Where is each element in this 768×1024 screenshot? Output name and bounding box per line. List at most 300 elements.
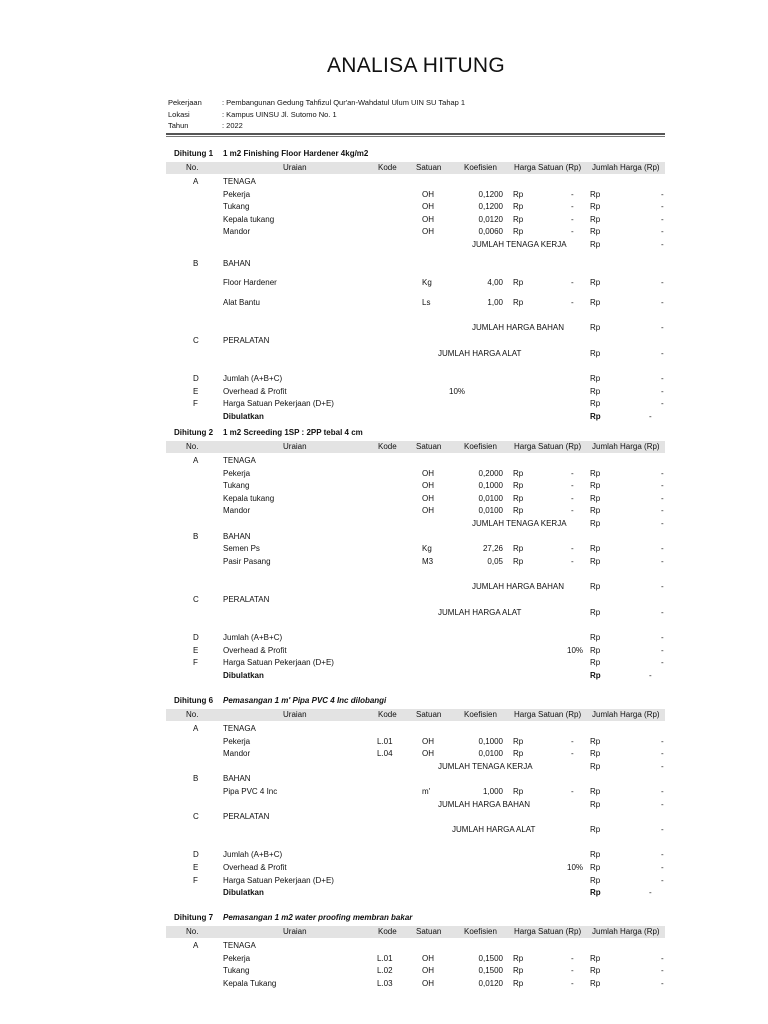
row-uraian: TENAGA	[223, 724, 256, 733]
header-harga-satuan: Harga Satuan (Rp)	[514, 442, 582, 451]
row-uraian: Mandor	[223, 749, 251, 759]
table-header	[166, 926, 665, 938]
row-harga-rp: Rp	[513, 481, 524, 491]
row-harga-rp: Rp	[513, 227, 524, 237]
row-jumlah-value: -	[661, 189, 664, 199]
row-letter: A	[193, 941, 199, 950]
header-uraian: Uraian	[283, 442, 307, 451]
row-kode: L.04	[377, 749, 393, 759]
row-harga-value: -	[571, 544, 574, 554]
row-letter: D	[193, 850, 199, 860]
table-row	[166, 875, 665, 887]
row-total-label: JUMLAH TENAGA KERJA	[472, 240, 567, 249]
row-koefisien: 0,0100	[478, 749, 503, 759]
table-row	[166, 632, 665, 644]
row-harga-rp: Rp	[513, 493, 524, 503]
header-no: No.	[186, 163, 199, 172]
row-harga-rp: Rp	[513, 966, 524, 976]
table-row	[166, 799, 665, 811]
table-row	[166, 594, 665, 606]
row-jumlah-value: -	[661, 323, 664, 333]
row-satuan: OH	[422, 506, 434, 516]
table-row	[166, 176, 665, 188]
row-harga-rp: Rp	[513, 953, 524, 963]
row-satuan: OH	[422, 227, 434, 237]
row-jumlah-rp: Rp	[590, 671, 601, 680]
row-jumlah-rp: Rp	[590, 214, 601, 224]
table-row	[166, 455, 665, 467]
row-jumlah-rp: Rp	[590, 189, 601, 199]
row-uraian: BAHAN	[223, 531, 251, 541]
row-total-label: JUMLAH HARGA ALAT	[438, 607, 522, 617]
header-satuan: Satuan	[416, 710, 442, 719]
table-row	[166, 862, 665, 874]
row-total-label: JUMLAH TENAGA KERJA	[438, 761, 533, 771]
section-title-row	[166, 695, 665, 707]
row-harga-value: -	[571, 506, 574, 516]
table-header	[166, 441, 665, 453]
table-row	[166, 607, 665, 619]
header-koefisien: Koefisien	[464, 163, 497, 172]
row-letter: F	[193, 658, 198, 668]
row-uraian: Dibulatkan	[223, 671, 264, 680]
header-harga-satuan: Harga Satuan (Rp)	[514, 163, 582, 172]
row-koefisien: 27,26	[482, 544, 503, 554]
row-jumlah-value: -	[661, 633, 664, 643]
row-harga-value: -	[571, 214, 574, 224]
divider	[166, 136, 665, 137]
row-jumlah-rp: Rp	[590, 633, 601, 643]
row-letter: F	[193, 399, 198, 409]
row-jumlah-rp: Rp	[590, 481, 601, 491]
row-jumlah-value: -	[661, 481, 664, 491]
row-jumlah-rp: Rp	[590, 582, 601, 592]
row-jumlah-value: -	[649, 888, 652, 898]
row-harga-rp: Rp	[513, 468, 524, 478]
row-uraian: Overhead & Profit	[223, 645, 287, 655]
row-jumlah-rp: Rp	[590, 323, 601, 333]
header-no: No.	[186, 710, 199, 719]
row-letter: B	[193, 531, 199, 541]
row-harga-rp: Rp	[513, 297, 524, 307]
row-harga-value: -	[571, 481, 574, 491]
row-jumlah-value: -	[661, 399, 664, 409]
section-title: 1 m2 Finishing Floor Hardener 4kg/m2	[223, 149, 369, 158]
table-row	[166, 348, 665, 360]
row-jumlah-value: -	[661, 736, 664, 746]
table-row	[166, 849, 665, 861]
row-total-label: JUMLAH HARGA BAHAN	[438, 799, 531, 809]
row-harga-value: -	[571, 966, 574, 976]
row-harga-value: -	[571, 493, 574, 503]
header-jumlah-harga: Jumlah Harga (Rp)	[592, 442, 660, 451]
row-jumlah-value: -	[661, 749, 664, 759]
row-letter: C	[193, 336, 199, 345]
row-jumlah-rp: Rp	[590, 953, 601, 963]
row-jumlah-rp: Rp	[590, 875, 601, 885]
row-kode: L.03	[377, 978, 393, 988]
row-jumlah-rp: Rp	[590, 799, 601, 809]
row-uraian: Mandor	[223, 506, 251, 516]
row-harga-rp: Rp	[513, 544, 524, 554]
table-row	[166, 736, 665, 748]
row-jumlah-rp: Rp	[590, 412, 601, 421]
row-uraian: Pekerja	[223, 736, 251, 746]
row-letter: A	[193, 456, 199, 465]
row-uraian: BAHAN	[223, 258, 251, 268]
row-jumlah-rp: Rp	[590, 645, 601, 655]
section-id: Dihitung 1	[174, 149, 214, 158]
row-uraian: Kepala tukang	[223, 493, 275, 503]
row-total-label: JUMLAH HARGA ALAT	[452, 824, 536, 834]
row-percent: 10%	[567, 863, 584, 872]
meta-label: Lokasi	[168, 109, 190, 119]
row-uraian: Pasir Pasang	[223, 556, 271, 566]
row-harga-value: -	[571, 787, 574, 796]
section-title: Pemasangan 1 m2 water proofing membran bakar	[223, 913, 413, 922]
row-koefisien: 0,1200	[478, 189, 503, 199]
table-row	[166, 965, 665, 977]
row-jumlah-value: -	[661, 297, 664, 307]
meta-row	[168, 98, 465, 107]
row-letter: B	[193, 258, 199, 268]
row-koefisien: 0,1000	[478, 736, 503, 746]
row-jumlah-value: -	[661, 863, 664, 872]
row-jumlah-value: -	[661, 240, 664, 249]
section-title-row	[166, 912, 665, 924]
row-uraian: Overhead & Profit	[223, 863, 287, 872]
row-letter: A	[193, 177, 199, 186]
row-satuan: OH	[422, 481, 434, 491]
row-jumlah-rp: Rp	[590, 493, 601, 503]
table-row	[166, 386, 665, 398]
row-jumlah-rp: Rp	[590, 386, 601, 396]
row-satuan: m'	[422, 787, 431, 796]
row-uraian: Jumlah (A+B+C)	[223, 633, 283, 643]
row-uraian: Tukang	[223, 966, 250, 976]
row-jumlah-rp: Rp	[590, 374, 601, 384]
row-uraian: TENAGA	[223, 941, 256, 950]
table-row	[166, 531, 665, 543]
header-harga-satuan: Harga Satuan (Rp)	[514, 927, 582, 936]
row-jumlah-value: -	[661, 850, 664, 860]
row-uraian: Pekerja	[223, 953, 251, 963]
row-jumlah-rp: Rp	[590, 863, 601, 872]
table-row	[166, 670, 665, 682]
row-harga-rp: Rp	[513, 978, 524, 988]
row-jumlah-value: -	[661, 658, 664, 668]
table-row	[166, 411, 665, 423]
table-row	[166, 518, 665, 530]
row-jumlah-rp: Rp	[590, 468, 601, 478]
header-koefisien: Koefisien	[464, 710, 497, 719]
row-uraian: Semen Ps	[223, 544, 260, 554]
header-uraian: Uraian	[283, 163, 307, 172]
row-harga-value: -	[571, 749, 574, 759]
row-uraian: TENAGA	[223, 456, 256, 465]
row-harga-rp: Rp	[513, 506, 524, 516]
header-satuan: Satuan	[416, 442, 442, 451]
row-harga-rp: Rp	[513, 736, 524, 746]
section-id: Dihitung 7	[174, 913, 214, 922]
header-koefisien: Koefisien	[464, 927, 497, 936]
row-jumlah-rp: Rp	[590, 297, 601, 307]
row-jumlah-rp: Rp	[590, 399, 601, 409]
table-row	[166, 786, 665, 798]
row-letter: E	[193, 386, 199, 396]
row-koefisien: 0,05	[487, 556, 503, 566]
table-row	[166, 373, 665, 385]
row-harga-value: -	[571, 556, 574, 566]
row-uraian: Tukang	[223, 481, 250, 491]
row-uraian: PERALATAN	[223, 812, 270, 822]
header-kode: Kode	[378, 710, 397, 719]
row-satuan: Kg	[422, 278, 432, 288]
row-koefisien: 1,00	[487, 297, 503, 307]
table-row	[166, 226, 665, 238]
section-title: Pemasangan 1 m' Pipa PVC 4 Inc dilobangi	[223, 696, 387, 705]
row-jumlah-rp: Rp	[590, 888, 601, 898]
table-row	[166, 335, 665, 347]
table-row	[166, 322, 665, 334]
meta-row	[168, 110, 337, 119]
row-harga-rp: Rp	[513, 202, 524, 212]
row-koefisien: 0,1000	[478, 481, 503, 491]
page-title: ANALISA HITUNG	[326, 54, 506, 77]
row-satuan: OH	[422, 493, 434, 503]
row-harga-value: -	[571, 978, 574, 988]
row-uraian: PERALATAN	[223, 336, 270, 345]
meta-label: Pekerjaan	[168, 98, 202, 107]
row-jumlah-rp: Rp	[590, 761, 601, 771]
row-jumlah-value: -	[661, 214, 664, 224]
row-harga-value: -	[571, 278, 574, 288]
table-row	[166, 493, 665, 505]
row-satuan: OH	[422, 736, 434, 746]
row-uraian: Kepala Tukang	[223, 978, 277, 988]
row-harga-value: -	[571, 227, 574, 237]
header-kode: Kode	[378, 442, 397, 451]
table-row	[166, 940, 665, 952]
row-harga-value: -	[571, 297, 574, 307]
row-uraian: Pipa PVC 4 Inc	[223, 787, 278, 796]
row-letter: D	[193, 633, 199, 643]
row-jumlah-value: -	[661, 875, 664, 885]
table-row	[166, 645, 665, 657]
divider	[166, 133, 665, 135]
row-jumlah-rp: Rp	[590, 736, 601, 746]
row-jumlah-value: -	[649, 412, 652, 421]
table-row	[166, 748, 665, 760]
header-no: No.	[186, 442, 199, 451]
row-jumlah-value: -	[661, 966, 664, 976]
row-uraian: Floor Hardener	[223, 278, 277, 288]
header-no: No.	[186, 927, 199, 936]
row-koefisien: 0,2000	[478, 468, 503, 478]
row-jumlah-rp: Rp	[590, 850, 601, 860]
row-jumlah-rp: Rp	[590, 607, 601, 617]
table-row	[166, 811, 665, 823]
row-letter: E	[193, 863, 199, 872]
row-satuan: OH	[422, 978, 434, 988]
row-uraian: Pekerja	[223, 468, 251, 478]
row-percent: 10%	[449, 386, 466, 396]
row-jumlah-rp: Rp	[590, 348, 601, 358]
row-satuan: OH	[422, 189, 434, 199]
row-uraian: Pekerja	[223, 189, 251, 199]
row-satuan: OH	[422, 953, 434, 963]
table-row	[166, 657, 665, 669]
row-uraian: Jumlah (A+B+C)	[223, 374, 283, 384]
row-jumlah-value: -	[661, 544, 664, 554]
table-row	[166, 581, 665, 593]
header-kode: Kode	[378, 927, 397, 936]
meta-label: Tahun	[168, 121, 189, 130]
row-jumlah-value: -	[661, 582, 664, 592]
header-satuan: Satuan	[416, 927, 442, 936]
row-koefisien: 0,1200	[478, 202, 503, 212]
row-jumlah-value: -	[661, 824, 664, 834]
header-uraian: Uraian	[283, 927, 307, 936]
header-uraian: Uraian	[283, 710, 307, 719]
table-row	[166, 480, 665, 492]
row-koefisien: 0,1500	[478, 966, 503, 976]
row-jumlah-value: -	[661, 978, 664, 988]
row-jumlah-value: -	[661, 953, 664, 963]
table-row	[166, 468, 665, 480]
row-uraian: PERALATAN	[223, 595, 270, 604]
row-jumlah-value: -	[661, 761, 664, 771]
row-jumlah-value: -	[661, 607, 664, 617]
row-total-label: JUMLAH HARGA BAHAN	[472, 323, 565, 333]
row-harga-value: -	[571, 736, 574, 746]
header-jumlah-harga: Jumlah Harga (Rp)	[592, 927, 660, 936]
row-jumlah-rp: Rp	[590, 202, 601, 212]
row-satuan: OH	[422, 749, 434, 759]
row-harga-rp: Rp	[513, 189, 524, 199]
table-row	[166, 761, 665, 773]
row-letter: C	[193, 812, 199, 822]
row-jumlah-value: -	[661, 202, 664, 212]
row-jumlah-rp: Rp	[590, 658, 601, 668]
row-uraian: Tukang	[223, 202, 250, 212]
row-letter: D	[193, 374, 199, 384]
row-harga-value: -	[571, 189, 574, 199]
row-koefisien: 0,0120	[478, 214, 503, 224]
header-koefisien: Koefisien	[464, 442, 497, 451]
row-jumlah-rp: Rp	[590, 966, 601, 976]
row-jumlah-rp: Rp	[590, 787, 601, 796]
row-jumlah-value: -	[661, 493, 664, 503]
row-jumlah-value: -	[649, 671, 652, 680]
header-jumlah-harga: Jumlah Harga (Rp)	[592, 710, 660, 719]
row-uraian: Harga Satuan Pekerjaan (D+E)	[223, 399, 334, 409]
row-koefisien: 0,0100	[478, 506, 503, 516]
row-koefisien: 0,0100	[478, 493, 503, 503]
row-uraian: Dibulatkan	[223, 412, 264, 421]
row-koefisien: 1,000	[482, 787, 503, 796]
row-uraian: BAHAN	[223, 774, 251, 784]
row-uraian: Mandor	[223, 227, 251, 237]
row-satuan: OH	[422, 202, 434, 212]
row-koefisien: 0,1500	[478, 953, 503, 963]
table-row	[166, 887, 665, 899]
row-uraian: Harga Satuan Pekerjaan (D+E)	[223, 875, 334, 885]
section-title: 1 m2 Screeding 1SP : 2PP tebal 4 cm	[223, 428, 363, 437]
table-header	[166, 162, 665, 174]
row-jumlah-rp: Rp	[590, 506, 601, 516]
row-jumlah-value: -	[661, 278, 664, 288]
row-harga-value: -	[571, 468, 574, 478]
row-jumlah-value: -	[661, 645, 664, 655]
meta-row	[168, 121, 243, 130]
row-harga-rp: Rp	[513, 749, 524, 759]
meta-value: : Kampus UINSU Jl. Sutomo No. 1	[222, 109, 337, 119]
header-harga-satuan: Harga Satuan (Rp)	[514, 710, 582, 719]
table-row	[166, 953, 665, 965]
row-satuan: M3	[422, 556, 434, 566]
section-id: Dihitung 6	[174, 696, 214, 705]
table-row	[166, 277, 665, 289]
row-kode: L.01	[377, 953, 393, 963]
row-letter: A	[193, 724, 199, 733]
row-letter: C	[193, 595, 199, 604]
table-header	[166, 709, 665, 721]
table-row	[166, 297, 665, 309]
table-row	[166, 824, 665, 836]
section-title-row	[166, 148, 665, 160]
row-jumlah-value: -	[661, 348, 664, 358]
table-row	[166, 978, 665, 990]
header-kode: Kode	[378, 163, 397, 172]
meta-value: : 2022	[222, 121, 243, 130]
table-row	[166, 723, 665, 735]
section-title-row	[166, 427, 665, 439]
row-uraian: Dibulatkan	[223, 888, 264, 898]
row-koefisien: 0,0060	[478, 227, 503, 237]
table-row	[166, 543, 665, 555]
header-jumlah-harga: Jumlah Harga (Rp)	[592, 163, 660, 172]
row-satuan: Kg	[422, 544, 432, 554]
header-satuan: Satuan	[416, 163, 442, 172]
meta-value: : Pembangunan Gedung Tahfizul Qur'an-Wahdatul Ulum UIN SU Tahap 1	[222, 98, 466, 107]
row-uraian: Harga Satuan Pekerjaan (D+E)	[223, 658, 334, 668]
row-jumlah-value: -	[661, 799, 664, 809]
table-row	[166, 258, 665, 270]
section-id: Dihitung 2	[174, 428, 214, 437]
row-jumlah-value: -	[661, 519, 664, 528]
row-koefisien: 4,00	[487, 278, 503, 288]
row-harga-rp: Rp	[513, 214, 524, 224]
row-jumlah-rp: Rp	[590, 240, 601, 249]
row-jumlah-rp: Rp	[590, 749, 601, 759]
row-letter: E	[193, 645, 199, 655]
row-uraian: Kepala tukang	[223, 214, 275, 224]
row-total-label: JUMLAH HARGA BAHAN	[472, 582, 565, 592]
row-uraian: TENAGA	[223, 177, 256, 186]
row-jumlah-rp: Rp	[590, 278, 601, 288]
row-uraian: Jumlah (A+B+C)	[223, 850, 283, 860]
row-letter: B	[193, 774, 199, 784]
row-jumlah-value: -	[661, 506, 664, 516]
row-jumlah-value: -	[661, 787, 664, 796]
row-jumlah-value: -	[661, 227, 664, 237]
row-jumlah-rp: Rp	[590, 544, 601, 554]
table-row	[166, 189, 665, 201]
row-harga-rp: Rp	[513, 787, 524, 796]
row-satuan: OH	[422, 468, 434, 478]
table-row	[166, 239, 665, 251]
